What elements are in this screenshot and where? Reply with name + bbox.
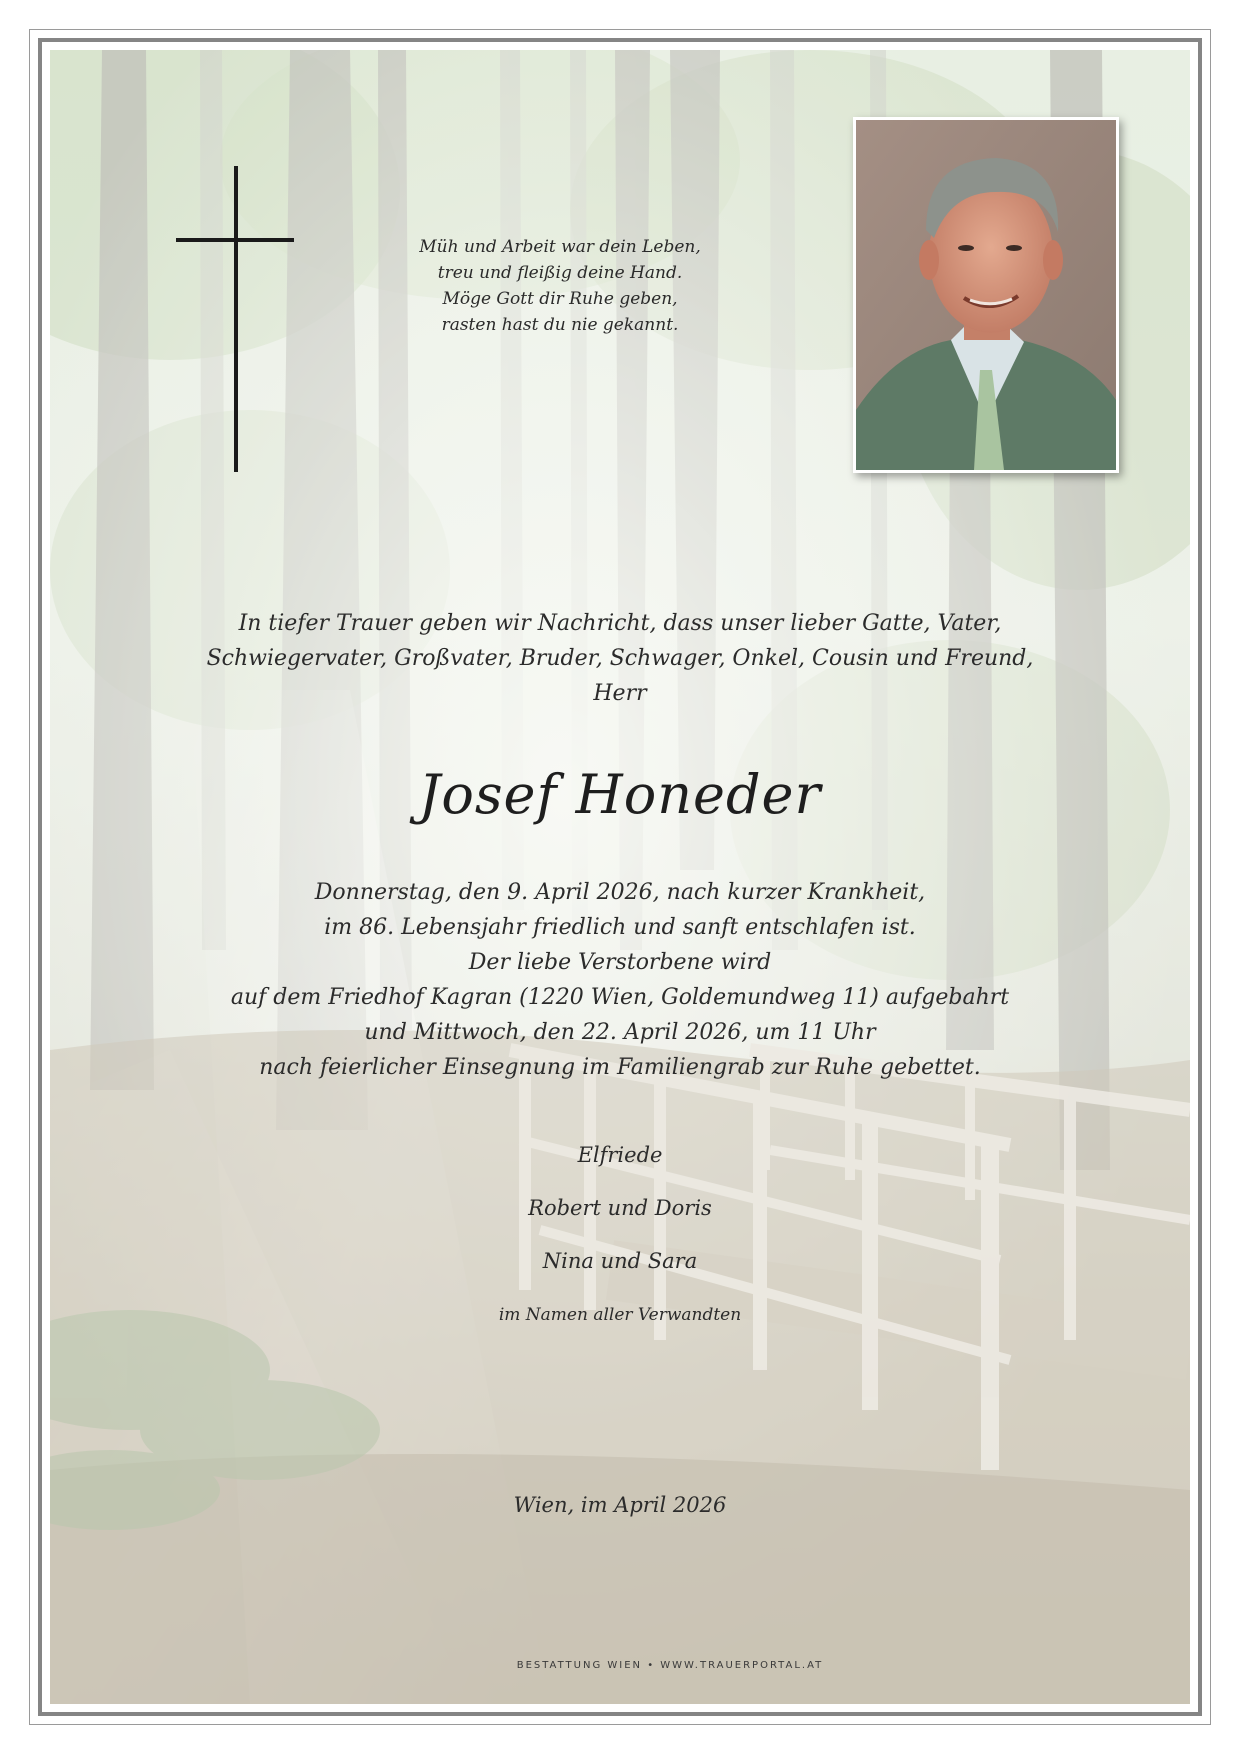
announcement-intro bbox=[120, 606, 1120, 711]
funeral-line: auf dem Friedhof Kagran (1220 Wien, Goldemundweg 11) aufgebahrt bbox=[230, 985, 1010, 1010]
quote-line: Möge Gott dir Ruhe geben, bbox=[442, 289, 678, 309]
footer-credit: BESTATTUNG WIEN • WWW.TRAUERPORTAL.AT bbox=[516, 1660, 824, 1671]
quote-line: Müh und Arbeit war dein Leben, bbox=[419, 237, 701, 257]
quote-line: treu und fleißig deine Hand. bbox=[437, 263, 683, 283]
death-line: im 86. Lebensjahr friedlich und sanft entschlafen ist. bbox=[324, 915, 916, 940]
mourner-name: Nina und Sara bbox=[542, 1249, 698, 1273]
funeral-line: nach feierlicher Einsegnung im Familiengrab zur Ruhe gebettet. bbox=[259, 1055, 981, 1080]
intro-line: Herr bbox=[593, 681, 647, 706]
funeral-line: und Mittwoch, den 22. April 2026, um 11 Uhr bbox=[364, 1020, 876, 1045]
deceased-name: Josef Honeder bbox=[418, 763, 822, 826]
death-line: Donnerstag, den 9. April 2026, nach kurzer Krankheit, bbox=[314, 880, 926, 905]
cross-icon-bar bbox=[176, 238, 294, 242]
intro-line: Schwiegervater, Großvater, Bruder, Schwager, Onkel, Cousin und Freund, bbox=[206, 646, 1034, 671]
mourner-name: Robert und Doris bbox=[528, 1196, 712, 1220]
portrait-photo bbox=[853, 117, 1119, 473]
place-and-date: Wien, im April 2026 bbox=[513, 1493, 727, 1517]
funeral-details bbox=[120, 945, 1120, 1085]
funeral-line: Der liebe Verstorbene wird bbox=[468, 950, 772, 975]
relatives-note: im Namen aller Verwandten bbox=[498, 1305, 742, 1325]
intro-line: In tiefer Trauer geben wir Nachricht, dass unser lieber Gatte, Vater, bbox=[238, 611, 1002, 636]
mourner-name: Elfriede bbox=[577, 1143, 663, 1167]
obituary-card bbox=[50, 50, 1190, 1704]
cross-icon bbox=[234, 166, 238, 472]
portrait-image bbox=[856, 120, 1116, 470]
memorial-quote bbox=[380, 234, 740, 338]
quote-line: rasten hast du nie gekannt. bbox=[441, 315, 679, 335]
death-notice bbox=[120, 875, 1120, 945]
